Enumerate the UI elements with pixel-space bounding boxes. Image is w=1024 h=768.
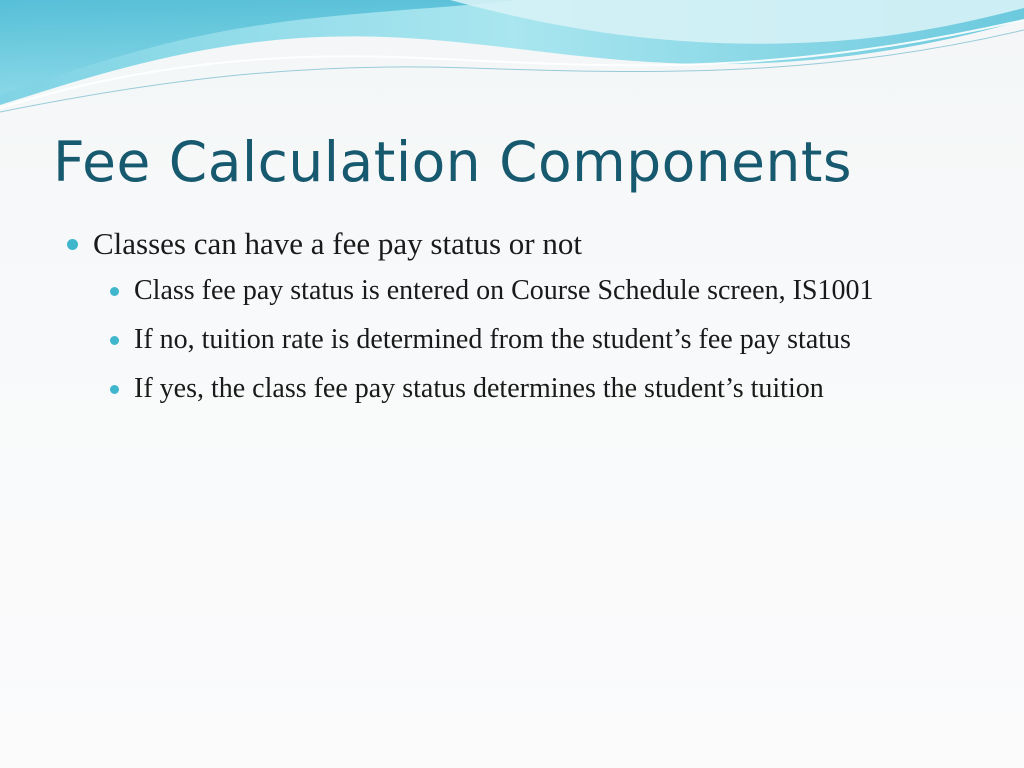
header-wave-decoration [0, 0, 1024, 120]
sub-bullet-item [106, 270, 944, 311]
slide-title: Fee Calculation Components [53, 130, 853, 194]
bullet-list [60, 222, 960, 417]
sub-bullet-text: If yes, the class fee pay status determines the student’s tuition [134, 373, 824, 404]
sub-bullet-text: If no, tuition rate is determined from the student’s fee pay status [134, 324, 851, 355]
sub-bullet-text: Class fee pay status is entered on Course Schedule screen, IS1001 [134, 275, 874, 306]
bullet-text: Classes can have a fee pay status or not [93, 226, 582, 261]
bullet-dot-icon [67, 239, 78, 250]
sub-bullet-item [106, 319, 944, 360]
sub-bullet-dot-icon [110, 385, 119, 394]
sub-bullet-dot-icon [110, 336, 119, 345]
sub-bullet-dot-icon [110, 287, 119, 296]
sub-bullet-list [60, 270, 960, 409]
sub-bullet-item [106, 368, 944, 409]
bullet-item-fee-pay-status [60, 222, 960, 266]
